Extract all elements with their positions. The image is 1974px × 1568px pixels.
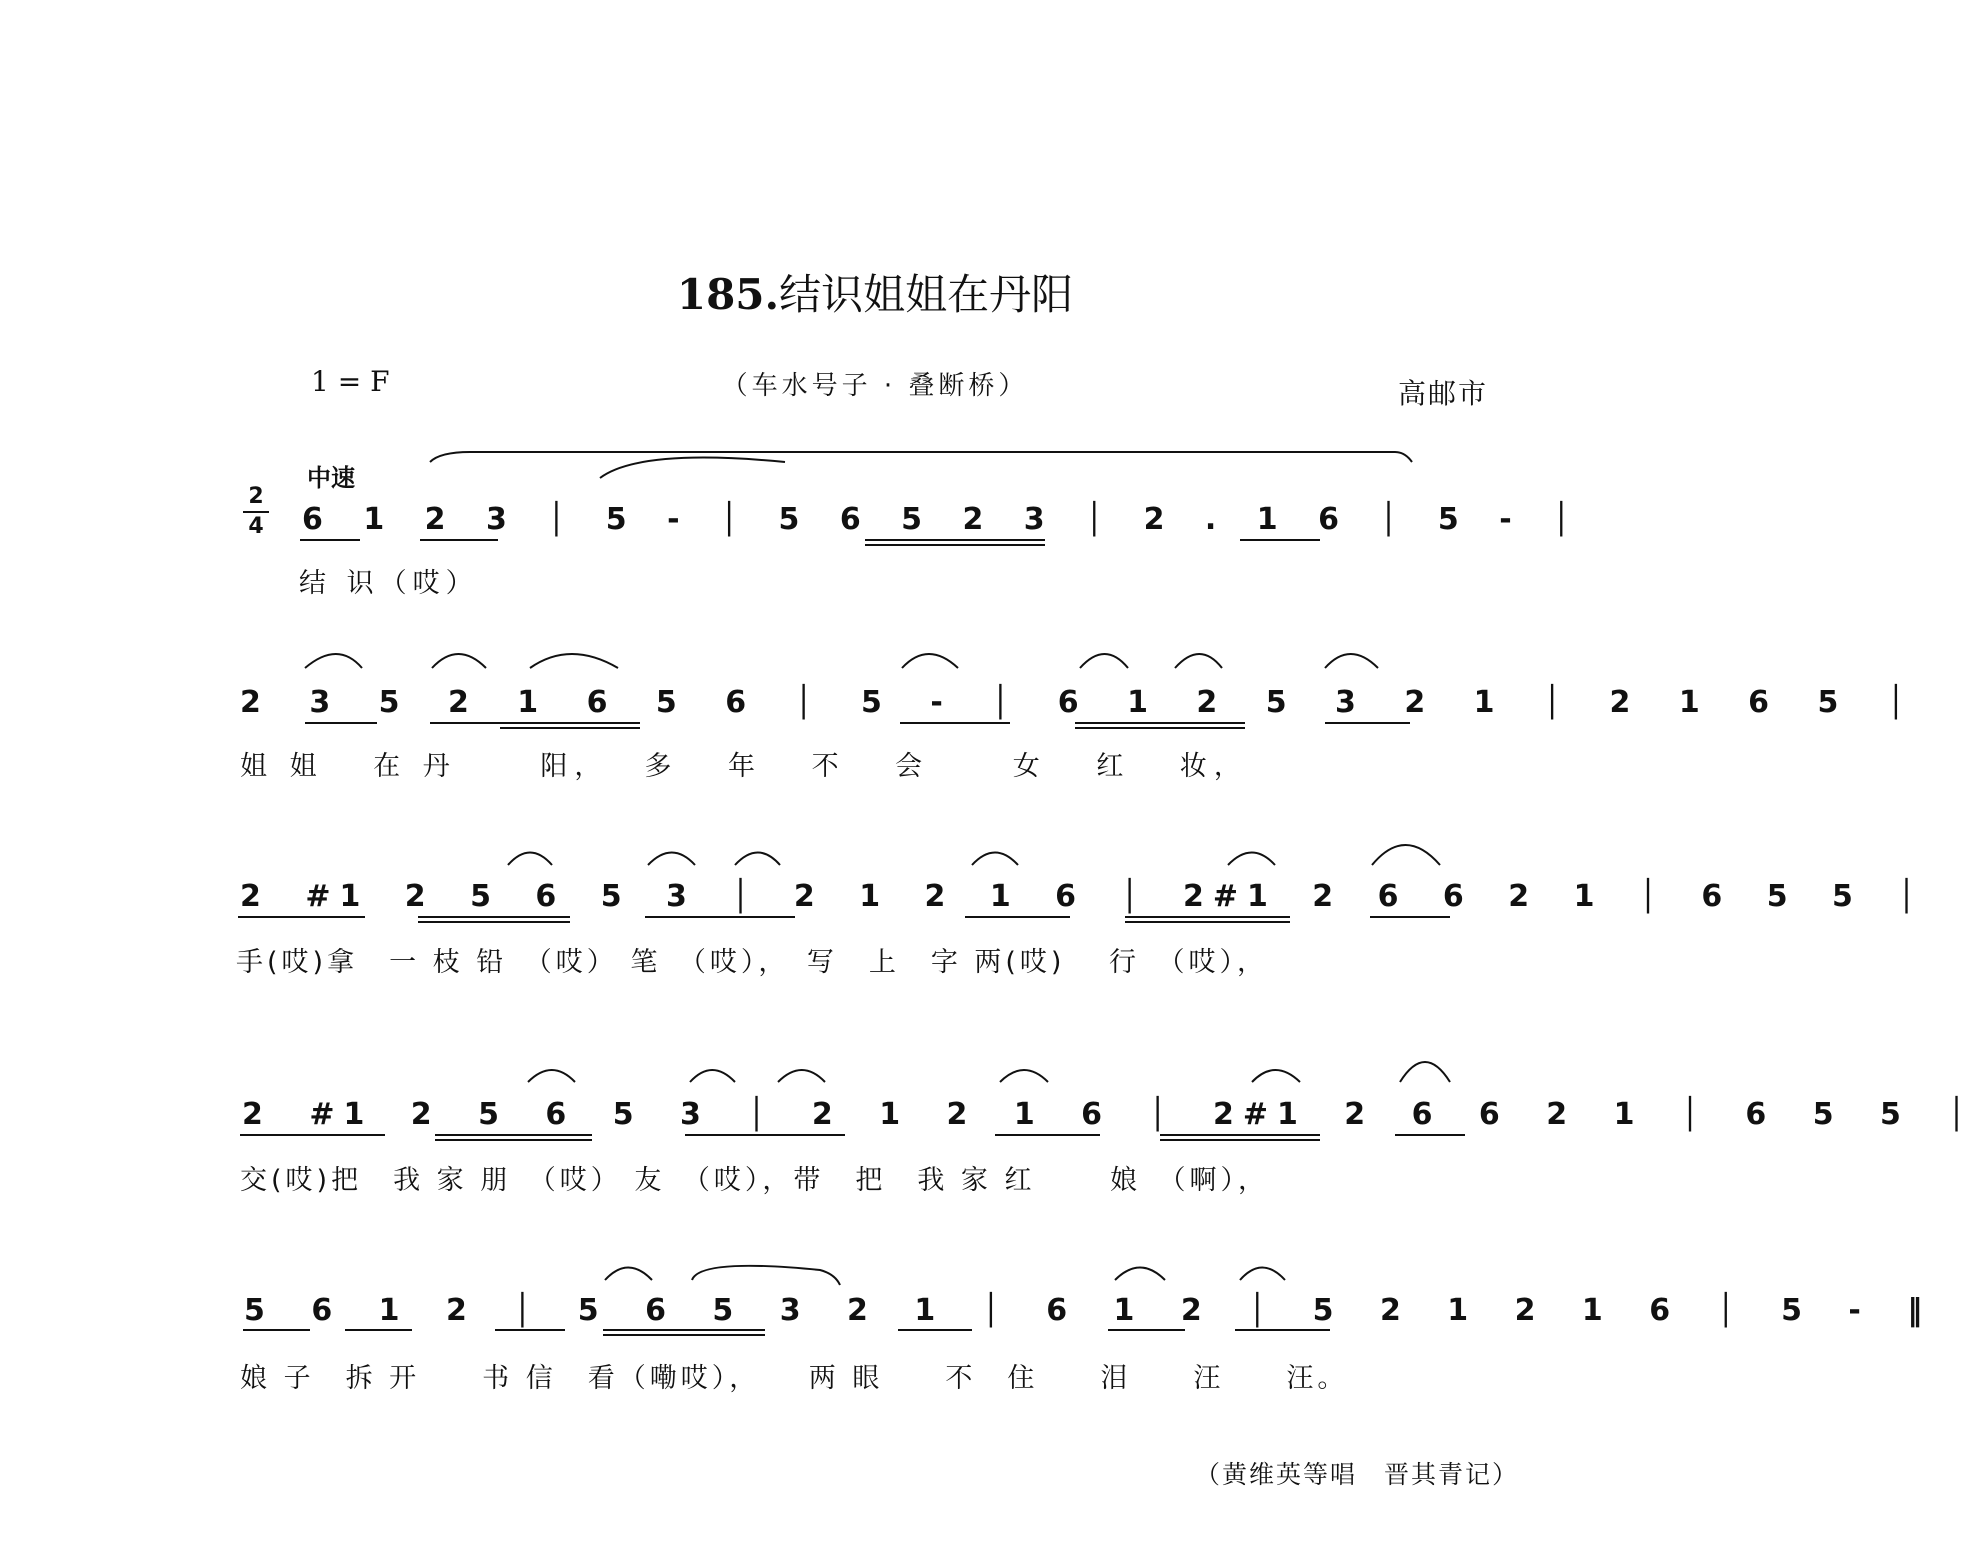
slur [648, 853, 695, 866]
lyrics-line-1: 结 识（哎） [299, 568, 479, 599]
slur [1175, 654, 1222, 668]
lyrics-line-3: 手(哎)拿 一 枝 铅 （哎） 笔 （哎）， 写 上 字 两(哎) 行 （哎）， [236, 947, 1269, 978]
slur [735, 853, 780, 866]
lyrics-line-5: 娘 子 拆 开 书 信 看（嘞哎）， 两 眼 不 住 泪 汪 汪。 [240, 1363, 1349, 1394]
notes-line-1: 6 1 2 3 │ 5 - │ 5 6 5 2 3 │ 2 . 1 6 │ 5 - │ [302, 502, 1579, 537]
notes-line-5: 5 6 1 2 │ 5 6 5 3 2 1 │ 6 1 2 │ 5 2 1 2 1 6 │ 5 - ‖ [244, 1293, 1932, 1328]
slur [902, 654, 958, 668]
slur [1325, 654, 1378, 668]
slur [305, 654, 362, 668]
slur [778, 1070, 825, 1082]
lyrics-line-2: 姐 姐 在 丹 阳， 多 年 不 会 女 红 妆， [240, 751, 1248, 782]
song-name: 结识姐姐在丹阳 [779, 270, 1074, 319]
notes-line-2: 2 3 5 2 1 6 5 6 │ 5 - │ 6 1 2 5 3 2 1 │ 2 1 6 5 │ [240, 685, 1915, 720]
time-signature-top: 2 [248, 484, 264, 509]
slur [1115, 1268, 1165, 1281]
slur [1400, 1062, 1450, 1082]
slur [1240, 1268, 1285, 1281]
slur [972, 853, 1018, 866]
slur [508, 853, 552, 866]
slur [528, 1070, 575, 1082]
slur [432, 654, 486, 668]
slur [1080, 654, 1128, 668]
song-number: 185. [676, 270, 780, 319]
notes-line-3: 2 #1 2 5 6 5 3 │ 2 1 2 1 6 │ 2#1 2 6 6 2 1 │ 6 5 5 │ [240, 879, 1925, 914]
slur [690, 1070, 735, 1082]
slur [1000, 1070, 1048, 1082]
slur [600, 458, 785, 478]
slur [1228, 853, 1275, 866]
key-signature: 1 = F [311, 365, 390, 398]
slur [605, 1268, 652, 1281]
credit: （黄维英等唱 晋其青记） [1195, 1460, 1520, 1489]
subtitle: （车水号子 · 叠断桥） [721, 371, 1029, 401]
time-signature-bottom: 4 [248, 514, 264, 539]
phrase-slur [430, 452, 1412, 462]
slur [530, 654, 618, 668]
tempo-marking: 中速 [307, 464, 355, 492]
notes-line-4: 2 #1 2 5 6 5 3 │ 2 1 2 1 6 │ 2#1 2 6 6 2 1 │ 6 5 5 │ [242, 1097, 1974, 1132]
origin-location: 高邮市 [1398, 377, 1489, 410]
slur [1372, 845, 1440, 865]
slur [1252, 1070, 1300, 1082]
lyrics-line-4: 交(哎)把 我 家 朋 （哎） 友 （哎），带 把 我 家 红 娘 （啊）， [240, 1165, 1270, 1196]
slur [692, 1266, 840, 1285]
